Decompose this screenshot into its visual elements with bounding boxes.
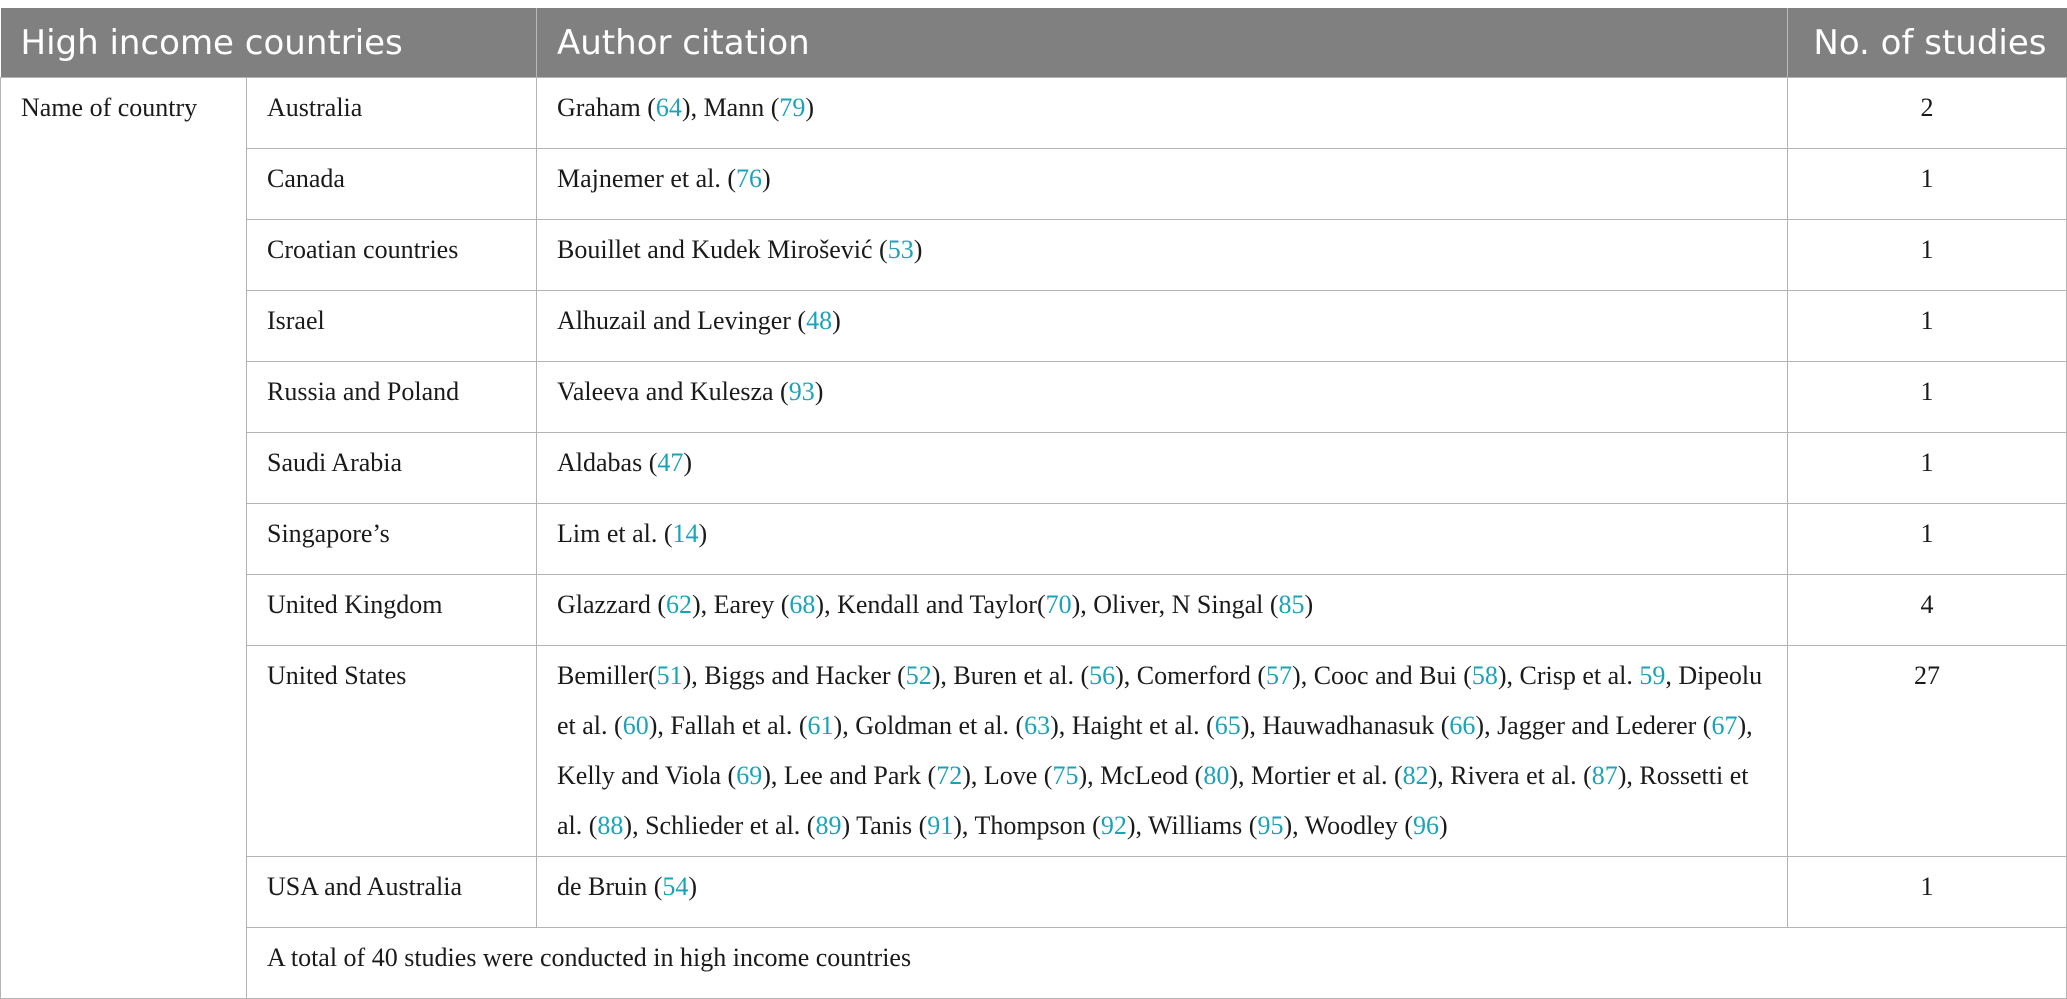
citation-cell xyxy=(537,433,1788,504)
country-cell: Saudi Arabia xyxy=(247,433,537,504)
reference-link[interactable]: 69 xyxy=(736,761,763,790)
reference-link[interactable]: 95 xyxy=(1257,811,1284,840)
citation-text: Valeeva and Kulesza ( xyxy=(557,377,789,406)
citation-cell xyxy=(537,575,1788,646)
table-row xyxy=(1,291,2067,362)
citation-text: ), Oliver, N Singal ( xyxy=(1071,590,1279,619)
reference-link[interactable]: 62 xyxy=(665,590,692,619)
count-cell: 1 xyxy=(1788,433,2067,504)
country-cell: Croatian countries xyxy=(247,220,537,291)
table-row xyxy=(1,646,2067,857)
country-cell: Israel xyxy=(247,291,537,362)
citation-cell xyxy=(537,646,1788,857)
citation-cell xyxy=(537,362,1788,433)
reference-link[interactable]: 87 xyxy=(1591,761,1618,790)
reference-link[interactable]: 14 xyxy=(672,519,699,548)
table-row xyxy=(1,149,2067,220)
citation-text: ) Tanis ( xyxy=(841,811,928,840)
citation-text: Graham ( xyxy=(557,93,656,122)
reference-link[interactable]: 85 xyxy=(1278,590,1305,619)
citation-text: Lim et al. ( xyxy=(557,519,673,548)
citation-text: ), Kelly and Viola ( xyxy=(557,711,1753,790)
citation-text: ) xyxy=(762,164,771,193)
citation-text: Bemiller( xyxy=(557,661,657,690)
citation-text: Alhuzail and Levinger ( xyxy=(557,306,807,335)
count-cell: 27 xyxy=(1788,646,2067,857)
citation-text: ), Rivera et al. ( xyxy=(1428,761,1592,790)
reference-link[interactable]: 63 xyxy=(1024,711,1051,740)
reference-link[interactable]: 53 xyxy=(887,235,914,264)
reference-link[interactable]: 65 xyxy=(1214,711,1241,740)
country-cell: Singapore’s xyxy=(247,504,537,575)
citation-text: ) xyxy=(1304,590,1314,619)
table-row xyxy=(1,433,2067,504)
footer-note: A total of 40 studies were conducted in high income countries xyxy=(247,928,2067,999)
citation-text: ), Biggs and Hacker ( xyxy=(682,661,906,690)
table-row xyxy=(1,504,2067,575)
reference-link[interactable]: 80 xyxy=(1203,761,1230,790)
group-label: Name of country xyxy=(1,78,247,999)
count-cell: 2 xyxy=(1788,78,2067,149)
citation-text: ) xyxy=(1439,811,1448,840)
citation-text: ), Mortier et al. ( xyxy=(1229,761,1403,790)
citation-text: ) xyxy=(683,448,693,477)
citation-text: ) xyxy=(832,306,841,335)
country-cell: United States xyxy=(247,646,537,857)
header-author-citation: Author citation xyxy=(537,8,1788,78)
header-high-income-countries: High income countries xyxy=(1,8,537,78)
citation-text: ), Woodley ( xyxy=(1283,811,1414,840)
country-cell: USA and Australia xyxy=(247,857,537,928)
table-row xyxy=(1,220,2067,291)
reference-link[interactable]: 54 xyxy=(662,872,689,901)
citation-text: Majnemer et al. ( xyxy=(557,164,737,193)
citation-cell xyxy=(537,504,1788,575)
reference-link[interactable]: 72 xyxy=(936,761,963,790)
country-cell: Australia xyxy=(247,78,537,149)
reference-link[interactable]: 68 xyxy=(789,590,816,619)
citation-cell xyxy=(537,220,1788,291)
citation-text: ), Love ( xyxy=(962,761,1053,790)
table-body xyxy=(1,78,2067,999)
footer-row xyxy=(1,928,2067,999)
reference-link[interactable]: 59 xyxy=(1639,661,1666,690)
reference-link[interactable]: 75 xyxy=(1052,761,1079,790)
citation-cell xyxy=(537,78,1788,149)
reference-link[interactable]: 58 xyxy=(1471,661,1498,690)
country-cell: Russia and Poland xyxy=(247,362,537,433)
citation-text: ), Mann ( xyxy=(681,93,780,122)
citation-cell xyxy=(537,149,1788,220)
citation-text: ), Cooc and Bui ( xyxy=(1292,661,1472,690)
country-cell: United Kingdom xyxy=(247,575,537,646)
reference-link[interactable]: 60 xyxy=(622,711,649,740)
citation-text: ), McLeod ( xyxy=(1078,761,1204,790)
reference-link[interactable]: 96 xyxy=(1413,811,1440,840)
citation-text: ), Lee and Park ( xyxy=(762,761,937,790)
reference-link[interactable]: 93 xyxy=(788,377,815,406)
reference-link[interactable]: 47 xyxy=(657,448,684,477)
count-cell: 1 xyxy=(1788,149,2067,220)
reference-link[interactable]: 67 xyxy=(1711,711,1738,740)
citation-text: , Dipeolu et al. ( xyxy=(557,661,1763,740)
citation-text: ) xyxy=(698,519,708,548)
citation-text: ), Jagger and Lederer ( xyxy=(1475,711,1712,740)
citation-text: Bouillet and Kudek Mirošević ( xyxy=(557,235,888,264)
citation-text: Aldabas ( xyxy=(557,448,658,477)
reference-link[interactable]: 92 xyxy=(1100,811,1127,840)
citation-cell xyxy=(537,291,1788,362)
count-cell: 1 xyxy=(1788,220,2067,291)
table-row xyxy=(1,575,2067,646)
header-no-of-studies: No. of studies xyxy=(1788,8,2067,78)
reference-link[interactable]: 57 xyxy=(1266,661,1293,690)
table-row xyxy=(1,78,2067,149)
citation-text: ) xyxy=(814,377,824,406)
count-cell: 1 xyxy=(1788,291,2067,362)
reference-link[interactable]: 66 xyxy=(1449,711,1476,740)
reference-link[interactable]: 52 xyxy=(905,661,932,690)
citation-text: ), Kendall and Taylor( xyxy=(815,590,1046,619)
reference-link[interactable]: 76 xyxy=(736,164,763,193)
count-cell: 1 xyxy=(1788,857,2067,928)
citation-text: ), Thompson ( xyxy=(953,811,1101,840)
reference-link[interactable]: 61 xyxy=(807,711,834,740)
citation-text: de Bruin ( xyxy=(557,872,663,901)
table-row xyxy=(1,857,2067,928)
citation-text: ), Schlieder et al. ( xyxy=(623,811,816,840)
citation-text: ), Crisp et al. xyxy=(1497,661,1640,690)
citation-cell xyxy=(537,857,1788,928)
reference-link[interactable]: 70 xyxy=(1045,590,1072,619)
citation-text: ) xyxy=(913,235,923,264)
citation-text: ), Williams ( xyxy=(1126,811,1258,840)
reference-link[interactable]: 51 xyxy=(656,661,683,690)
citation-text: ), Fallah et al. ( xyxy=(648,711,808,740)
count-cell: 1 xyxy=(1788,504,2067,575)
citation-text: ), Rossetti et al. ( xyxy=(557,761,1749,840)
reference-link[interactable]: 64 xyxy=(655,93,682,122)
citation-text: ) xyxy=(805,93,815,122)
citation-text: ), Haight et al. ( xyxy=(1050,711,1215,740)
country-cell: Canada xyxy=(247,149,537,220)
citation-text: ), Earey ( xyxy=(691,590,790,619)
reference-link[interactable]: 88 xyxy=(597,811,624,840)
reference-link[interactable]: 79 xyxy=(779,93,806,122)
count-cell: 4 xyxy=(1788,575,2067,646)
reference-link[interactable]: 82 xyxy=(1402,761,1429,790)
reference-link[interactable]: 91 xyxy=(927,811,954,840)
citation-text: ) xyxy=(688,872,698,901)
citation-text: ), Comerford ( xyxy=(1115,661,1267,690)
studies-table xyxy=(0,8,2067,999)
header-row xyxy=(1,8,2067,78)
citation-text: ), Goldman et al. ( xyxy=(833,711,1025,740)
count-cell: 1 xyxy=(1788,362,2067,433)
reference-link[interactable]: 48 xyxy=(806,306,833,335)
citation-text: ), Buren et al. ( xyxy=(931,661,1090,690)
citation-text: Glazzard ( xyxy=(557,590,666,619)
table-row xyxy=(1,362,2067,433)
reference-link[interactable]: 56 xyxy=(1089,661,1116,690)
reference-link[interactable]: 89 xyxy=(815,811,842,840)
citation-text: ), Hauwadhanasuk ( xyxy=(1240,711,1450,740)
